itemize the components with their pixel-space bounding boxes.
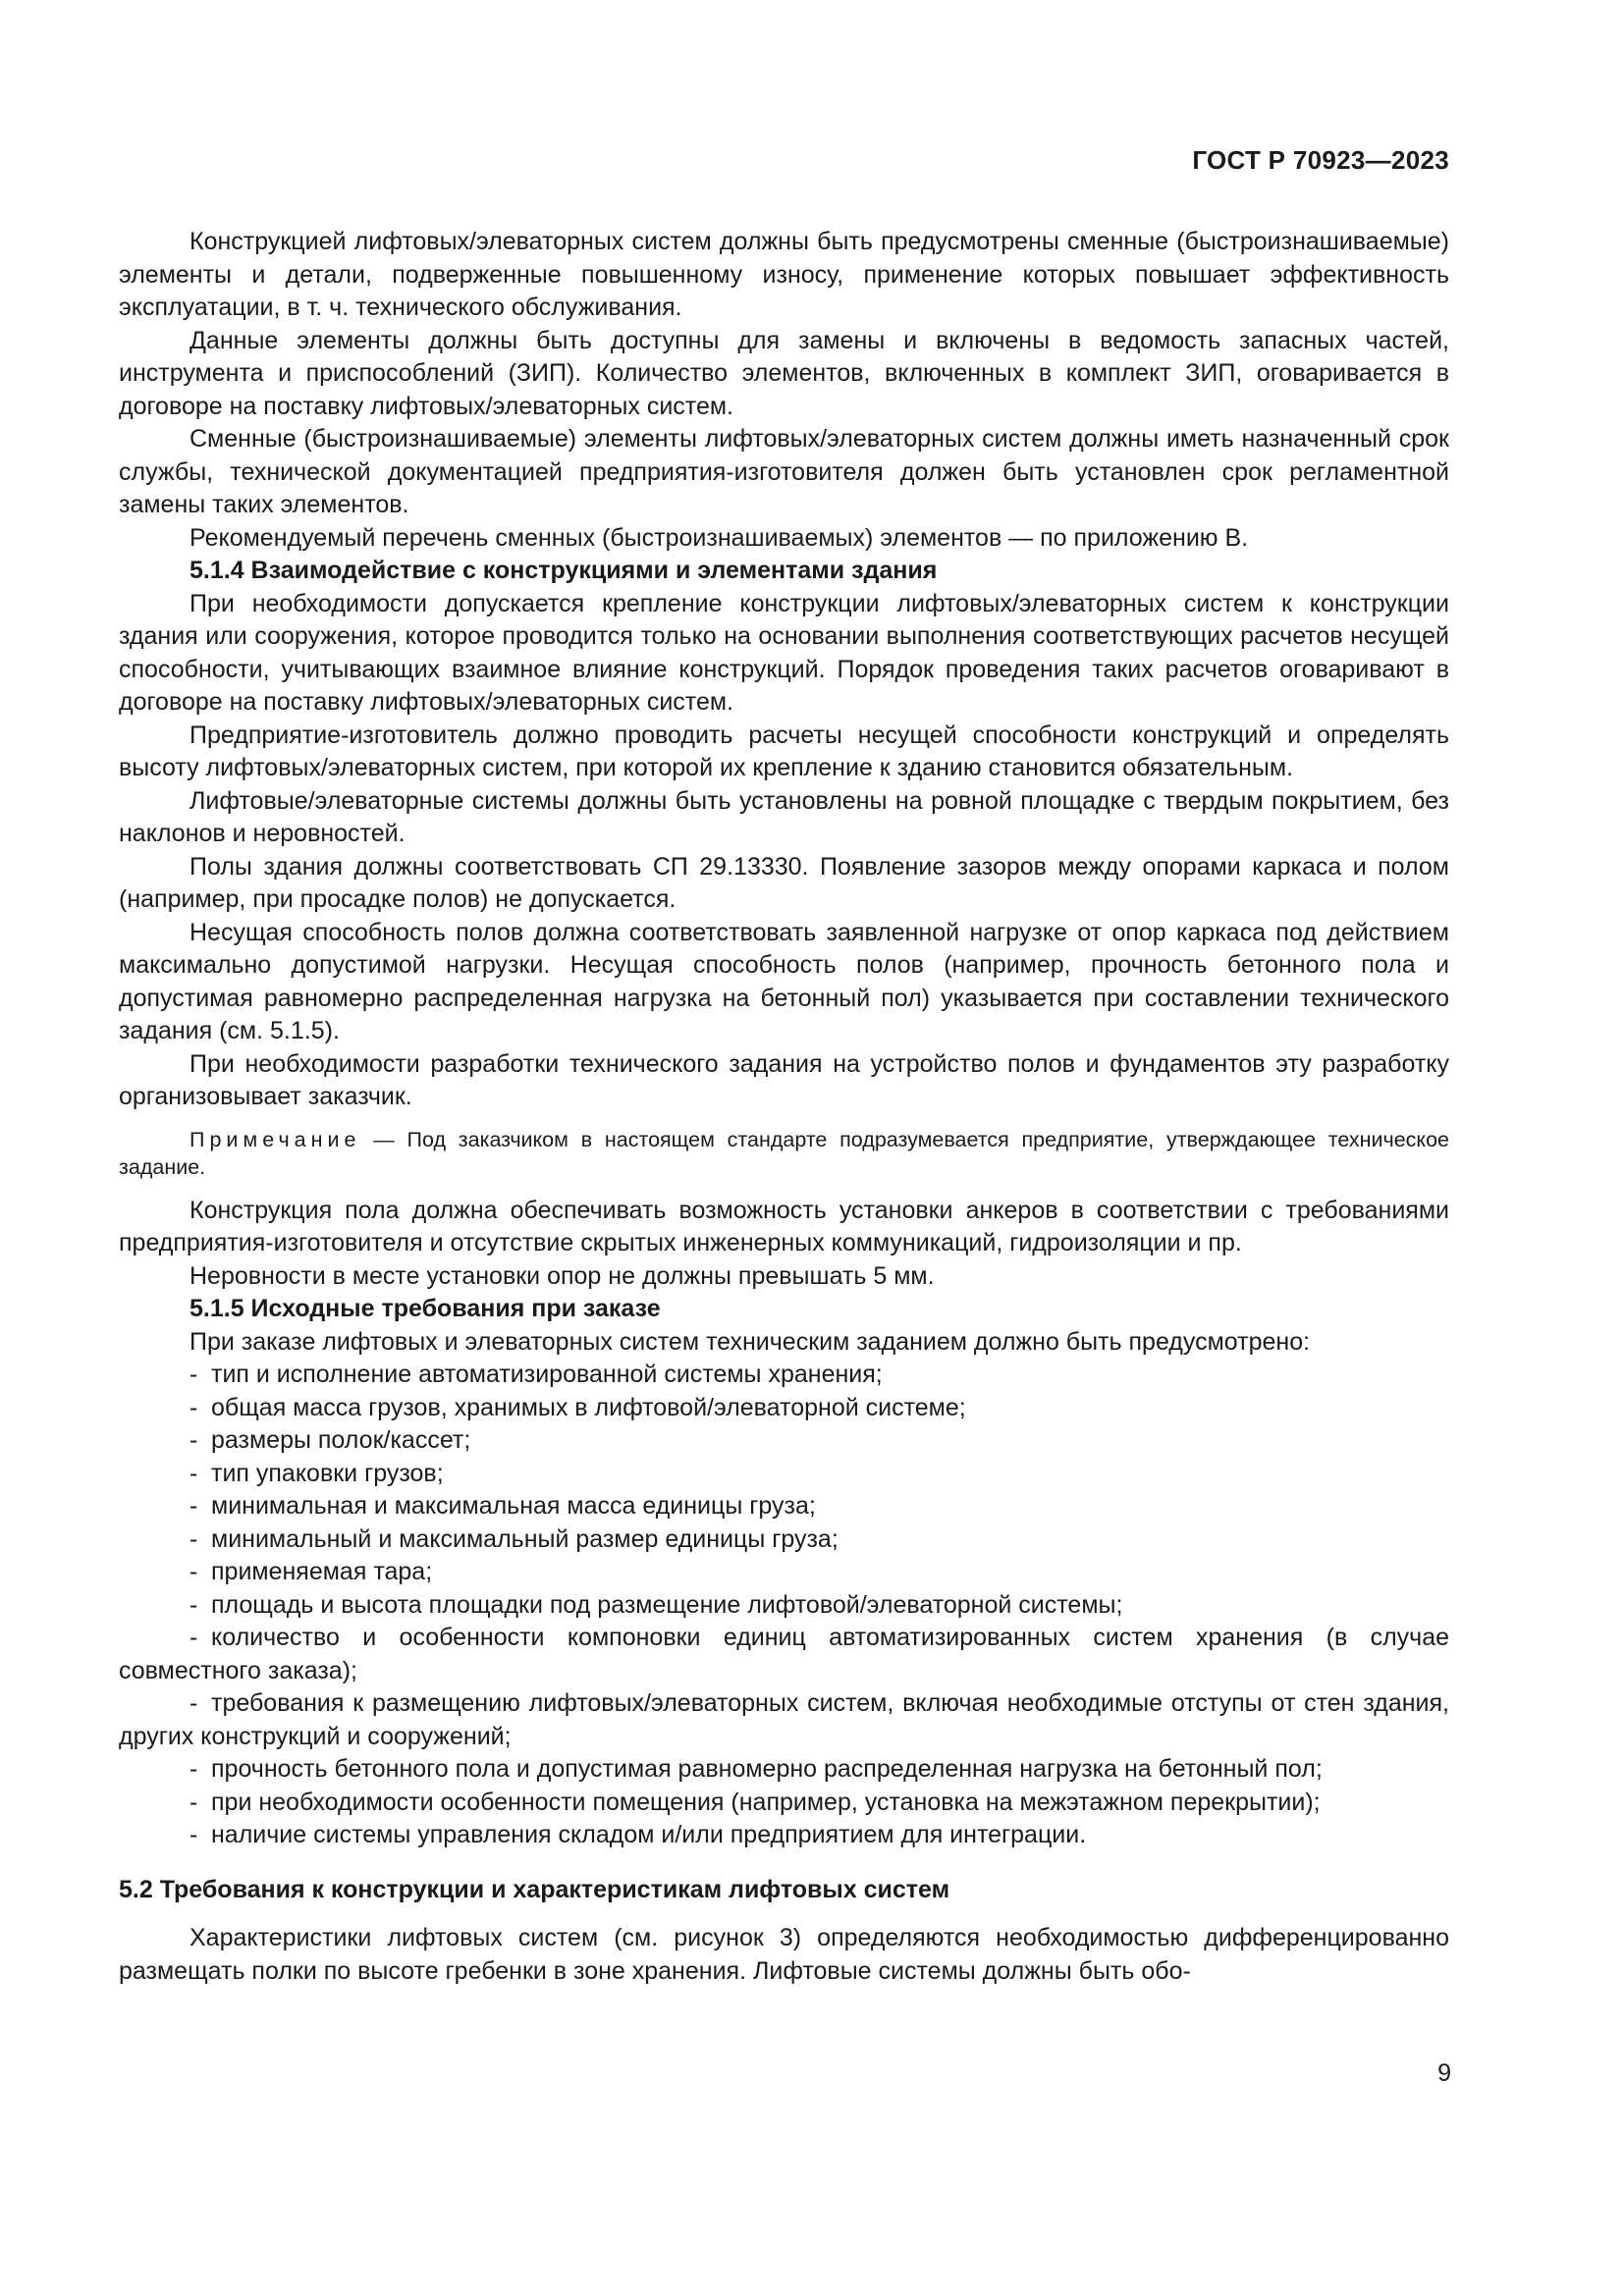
standard-designation: ГОСТ Р 70923—2023 (1192, 145, 1449, 175)
paragraph: Рекомендуемый перечень сменных (быстроизнашиваемых) элементов — по приложению В. (189, 523, 1249, 552)
paragraph: Сменные (быстроизнашиваемые) элементы лифтовых/элеваторных систем должны иметь назначенный срок службы, технической документацией предприятия-изготовителя должен быть установлен срок регламентной замены таких элементов. (119, 425, 1449, 518)
list-item: - количество и особенности компоновки единиц автоматизированных систем хранения (в случае совместного заказа); (119, 1624, 1449, 1684)
list-dash: - (189, 1492, 198, 1520)
paragraph: При необходимости разработки технического задания на устройство полов и фундаментов эту разработку организовывает заказчик. (119, 1049, 1449, 1110)
page-content (119, 226, 1449, 1988)
paragraph: Характеристики лифтовых систем (см. рисунок 3) определяются необходимостью дифференцированно размещать полки по высоте гребенки в зоне хранения. Лифтовые системы должны быть обо- (119, 1924, 1449, 1985)
list-dash: - (189, 1558, 198, 1585)
paragraph: Неровности в месте установки опор не должны превышать 5 мм. (189, 1261, 935, 1290)
list-dash: - (189, 1788, 198, 1816)
list-item: - размеры полок/кассет; (119, 1424, 1449, 1458)
list-item: - наличие системы управления складом и/или предприятием для интеграции. (119, 1819, 1449, 1852)
list-item: - применяемая тара; (119, 1556, 1449, 1589)
list-dash: - (189, 1524, 198, 1553)
list-item: - тип упаковки грузов; (119, 1458, 1449, 1491)
paragraph: Предприятие-изготовитель должно проводить расчеты несущей способности конструкций и определять высоту лифтовых/элеваторных систем, при которой их крепление к зданию становится обязательным. (119, 721, 1449, 781)
paragraph: При необходимости допускается крепление конструкции лифтовых/элеваторных систем к конструкции здания или сооружения, которое проводится только на основании выполнения соответствующих расчетов несущей способности, учитывающих взаимное влияние конструкций. Порядок проведения таких расчетов оговаривают в договоре на поставку лифтовых/элеваторных систем. (119, 589, 1449, 716)
note (119, 1126, 1449, 1181)
list-item: - требования к размещению лифтовых/элеваторных систем, включая необходимые отступы от стен здания, других конструкций и сооружений; (119, 1689, 1449, 1750)
list-item: - при необходимости особенности помещения (например, установка на межэтажном перекрытии); (119, 1787, 1449, 1820)
list-item: - общая масса грузов, хранимых в лифтовой/элеваторной системе; (119, 1392, 1449, 1425)
page-number: 9 (1437, 2059, 1451, 2087)
note-label: Примечание (189, 1127, 361, 1151)
list-dash: - (189, 1755, 198, 1783)
list-dash: - (189, 1361, 198, 1388)
section-heading-5-2: 5.2 Требования к конструкции и характеристикам лифтовых систем (119, 1875, 950, 1903)
list-item: - прочность бетонного пола и допустимая равномерно распределенная нагрузка на бетонный пол; (119, 1753, 1449, 1787)
list-item: - минимальная и максимальная масса единицы груза; (119, 1490, 1449, 1523)
list-item: - минимальный и максимальный размер единицы груза; (119, 1523, 1449, 1557)
paragraph: Несущая способность полов должна соответствовать заявленной нагрузке от опор каркаса под действием максимально допустимой нагрузки. Несущая способность полов (например, прочность бетонного пола и допустимая равномерно распределенная нагрузка на бетонный пол) указывается при составлении технического задания (см. 5.1.5). (119, 918, 1449, 1044)
list-dash: - (189, 1393, 198, 1421)
paragraph: Конструкция пола должна обеспечивать возможность установки анкеров в соответствии с требованиями предприятия-изготовителя и отсутствие скрытых инженерных коммуникаций, гидроизоляции и пр. (119, 1196, 1449, 1256)
list-dash: - (189, 1590, 198, 1619)
list-item: - площадь и высота площадки под размещение лифтовой/элеваторной системы; (119, 1589, 1449, 1623)
note-text: — Под заказчиком в настоящем стандарте подразумевается предприятие, утверждающее техническое задание. (119, 1127, 1449, 1179)
section-heading-5-1-4: 5.1.4 Взаимодействие с конструкциями и элементами здания (189, 557, 938, 584)
paragraph: Конструкцией лифтовых/элеваторных систем должны быть предусмотрены сменные (быстроизнашиваемые) элементы и детали, подверженные повышенному износу, применение которых повышает эффективность эксплуатации, в т. ч. технического обслуживания. (119, 228, 1449, 321)
requirements-list (119, 1359, 1449, 1852)
list-dash: - (189, 1426, 198, 1454)
list-intro: При заказе лифтовых и элеваторных систем техническим заданием должно быть предусмотрено: (189, 1327, 1311, 1356)
list-item: - тип и исполнение автоматизированной системы хранения; (119, 1359, 1449, 1392)
section-heading-5-1-5: 5.1.5 Исходные требования при заказе (189, 1295, 661, 1322)
list-dash: - (189, 1821, 198, 1848)
list-dash: - (189, 1624, 198, 1651)
list-dash: - (189, 1689, 198, 1717)
paragraph: Лифтовые/элеваторные системы должны быть установлены на ровной площадке с твердым покрытием, без наклонов и неровностей. (119, 786, 1449, 847)
paragraph: Данные элементы должны быть доступны для замены и включены в ведомость запасных частей, инструмента и приспособлений (ЗИП). Количество элементов, включенных в комплект ЗИП, оговаривается в договоре на поставку лифтовых/элеваторных систем. (119, 326, 1449, 420)
paragraph: Полы здания должны соответствовать СП 29.13330. Появление зазоров между опорами каркаса и полом (например, при просадке полов) не допускается. (119, 852, 1449, 913)
list-dash: - (189, 1459, 198, 1487)
